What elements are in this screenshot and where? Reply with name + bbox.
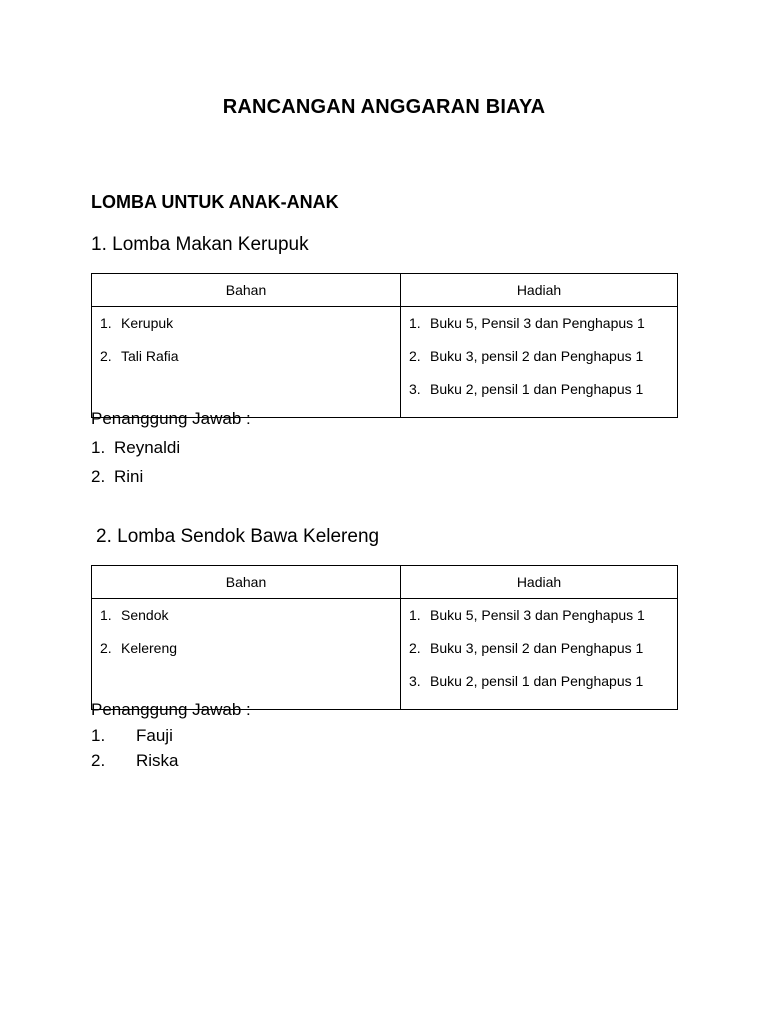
table-header-row (92, 274, 678, 307)
list-number: 1. (100, 607, 112, 623)
hadiah-item: Buku 2, pensil 1 dan Penghapus 1 (430, 381, 644, 397)
list-item (100, 345, 392, 378)
hadiah-item: Buku 5, Pensil 3 dan Penghapus 1 (430, 315, 645, 331)
table-makan-kerupuk (91, 273, 678, 418)
list-number: 2. (100, 348, 112, 364)
list-number: 2. (91, 751, 106, 770)
bahan-item: Kerupuk (121, 315, 174, 331)
list-item (100, 637, 392, 670)
hadiah-item: Buku 3, pensil 2 dan Penghapus 1 (430, 348, 644, 364)
responsible-name: Rini (114, 467, 144, 486)
responsible-label: Penanggung Jawab : (91, 409, 251, 428)
list-item (409, 345, 669, 378)
list-number: 1. (100, 315, 112, 331)
list-item (409, 604, 669, 637)
section-title: LOMBA UNTUK ANAK-ANAK (91, 192, 339, 212)
bahan-item: Kelereng (121, 640, 178, 656)
hadiah-cell (401, 599, 678, 710)
bahan-list (100, 307, 392, 384)
list-number: 2. (100, 640, 112, 656)
table-sendok-bawa-kelereng (91, 565, 678, 710)
list-number: 1. (91, 438, 106, 457)
responsible-name: Riska (136, 751, 179, 770)
responsible-label: Penanggung Jawab : (91, 700, 251, 719)
list-item (409, 312, 669, 345)
list-number: 1. (409, 607, 421, 623)
hadiah-item: Buku 5, Pensil 3 dan Penghapus 1 (430, 607, 645, 623)
list-number: 1. (91, 726, 106, 745)
hadiah-cell (401, 307, 678, 418)
list-number: 1. (409, 315, 421, 331)
bahan-list (100, 599, 392, 676)
list-number: 3. (409, 381, 421, 397)
bahan-cell (92, 307, 401, 418)
bahan-item: Sendok (121, 607, 169, 623)
list-number: 2. (409, 640, 421, 656)
hadiah-list (409, 599, 669, 709)
responsible-list (91, 436, 180, 494)
bahan-item: Tali Rafia (121, 348, 179, 364)
subsection-title-makan-kerupuk: 1. Lomba Makan Kerupuk (91, 234, 309, 255)
hadiah-item: Buku 3, pensil 2 dan Penghapus 1 (430, 640, 644, 656)
table-body-row (92, 599, 678, 710)
responsible-name: Fauji (136, 726, 173, 745)
subsection-title-sendok-bawa-kelereng: 2. Lomba Sendok Bawa Kelereng (96, 526, 380, 547)
column-header-hadiah: Hadiah (401, 274, 678, 307)
table-header-row (92, 566, 678, 599)
list-item (91, 465, 180, 494)
responsible-list (91, 725, 179, 775)
column-header-bahan: Bahan (92, 274, 401, 307)
column-header-hadiah: Hadiah (401, 566, 678, 599)
list-item (100, 312, 392, 345)
list-number: 2. (91, 467, 106, 486)
column-header-bahan: Bahan (92, 566, 401, 599)
bahan-cell (92, 599, 401, 710)
hadiah-item: Buku 2, pensil 1 dan Penghapus 1 (430, 673, 644, 689)
table-body-row (92, 307, 678, 418)
list-item (91, 750, 179, 775)
list-number: 3. (409, 673, 421, 689)
document-title: RANCANGAN ANGGARAN BIAYA (222, 96, 546, 118)
hadiah-list (409, 307, 669, 417)
list-item (91, 436, 180, 465)
list-item (409, 637, 669, 670)
responsible-name: Reynaldi (114, 438, 181, 457)
list-item (91, 725, 179, 750)
list-item (100, 604, 392, 637)
list-item (409, 378, 669, 411)
list-number: 2. (409, 348, 421, 364)
list-item (409, 670, 669, 703)
